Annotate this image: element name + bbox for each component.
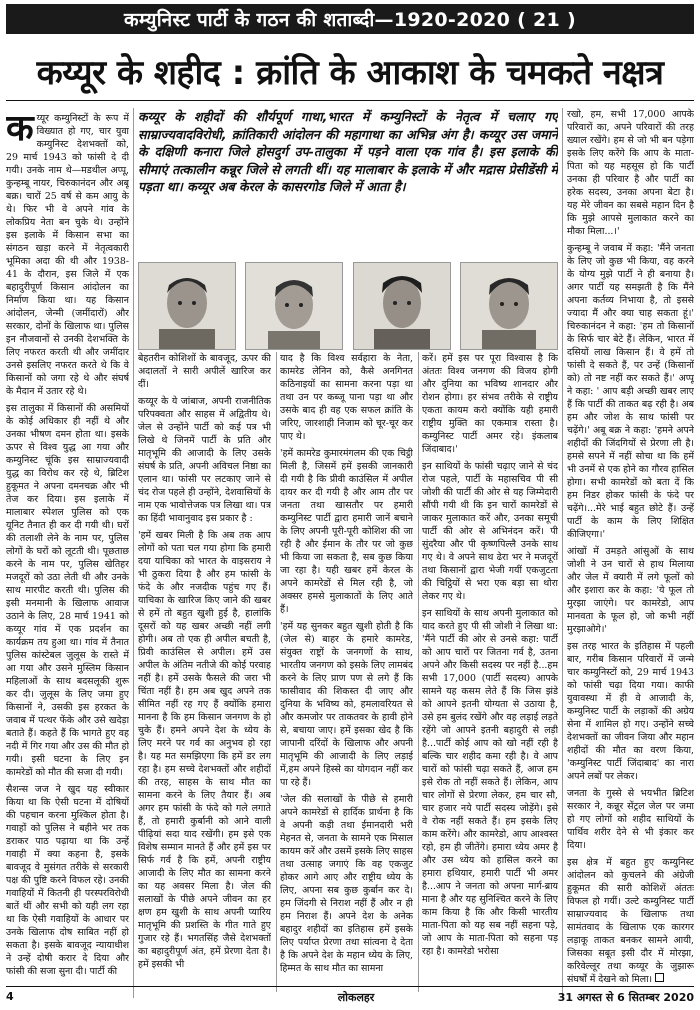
article-column-4 bbox=[422, 352, 558, 997]
lead-paragraph bbox=[6, 112, 129, 398]
footer-rule bbox=[6, 986, 694, 987]
issue-dates: 31 अगस्त से 6 सितम्बर 2020 bbox=[557, 991, 694, 1004]
column-divider bbox=[133, 108, 134, 998]
lead-text: य्यूर कम्युनिस्टों के रूप में विख्यात हो गए, चार युवा कम्युनिस्ट देशभक्तों को, 29 मार्च 1943 को फांसी दे दी गयी। उनके नाम थे—मडथील अप्पू, कुन्हम्बू नायर, चिरुकानंदन और अबू बक्र। चारों 25 वर्ष से कम आयु के थे। फिर भी वे अपने गांव के लोकप्रिय नेता बन चुके थे। उन्होंने इस इलाके में किसान सभा का संगठन खड़ा करने में नेतृत्वकारी भूमिका अदा की थी और 1938-41 के दौरान, इस जिले में एक बहादुरीपूर्ण किसान आंदोलन का निर्माण किया था। यह किसान आंदोलन, जेन्मी (जमींदारों) और सरकार, दोनों के खिलाफ था। पुलिस इन नौजवानों से उनकी देशभक्ति के लिए नफरत करती थी और जमींदार उनसे इसलिए नफरत करते थे कि वे किसानों को जगा रहे थे और संघर्ष के मैदान में उतार रहे थे। bbox=[6, 113, 129, 397]
article-column-1 bbox=[6, 112, 129, 1007]
article-column-right bbox=[567, 108, 694, 1008]
paragraph bbox=[567, 856, 694, 986]
paragraph: कुन्हम्बू ने जवाब में कहा: 'मैंने जनता के लिए जो कुछ भी किया, वह करने के योग्य मुझे पार्टी ने ही बनाया है। अगर पार्टी यह समझती है कि मैंने अपना कर्तव्य निभाया है, तो इससे ज्यादा मैं और क्या चाह सकता हूं।' चिरुकानंदन ने कहा: 'हम तो किसानों के सिर्फ चार बेटे हैं। लेकिन, भारत में दसियों लाख किसान हैं। वे हमें तो फांसी दे सकते हैं, पर उन्हें (किसानों को) तो नष्ट नहीं कर सकते हैं।' अप्पू ने कहा: ' आप बड़ी अच्छी खबर लाए हैं कि पार्टी की ताकत बढ़ रही है। अब हम और जोश के साथ फांसी पर चढ़ेंगे।' अबू बक्र ने कहा: 'हमने अपने शहीदों की जिंदगियों से प्रेरणा ली है। हमसे सपने में नहीं सोचा था कि हमें भी उनमें से एक होने का गौरव हासिल होगा। सभी कामरेडों को बता दें कि हम निडर होकर फांसी के फंदे पर चढ़ेंगे।...मेरे भाई बहुत छोटे हैं। उन्हें पार्टी के काम के लिए शिक्षित कीजिएगा।' bbox=[567, 243, 694, 540]
paragraph: रखो, हम, सभी 17,000 आपके परिवारों का, अपने परिवारों की तरह ख्याल रखेंगे। हम से जो भी बन पड़ेगा इसके लिए करेंगे कि आप के माता-पिता को यह महसूस हो कि पार्टी उनका ही परिवार है और पार्टी का हरेक सदस्य, उनका अपना बेटा है। यह मेरे जीवन का सबसे महान दिन है कि मुझे आपसे मुलाकात करने का मौका मिला...।' bbox=[567, 109, 694, 237]
article-column-2 bbox=[138, 352, 271, 997]
paragraph: बेहतरीन कोशिशों के बावजूद, ऊपर की अदालतों ने सारी अपीलें खारिज कर दीं। bbox=[138, 353, 271, 390]
article-column-3 bbox=[280, 352, 413, 997]
paragraph: जनता के गुस्से से भयभीत ब्रिटिश सरकार ने, कन्नूर सेंट्रल जेल पर जमा हो गए लोगों को शहीद साथियों के पार्थिव शरीर देने से भी इंकार कर दिया। bbox=[567, 788, 694, 851]
paragraph: करें। हमें इस पर पूरा विश्वास है कि अंततः विश्व जनगण की विजय होगी और दुनिया का भविष्य शानदार और रोशन होगा। हर संभव तरीके से राष्ट्रीय एकता कायम करो क्योंकि यही हमारी राष्ट्रीय मुक्ति का एकमात्र रास्ता है। कम्युनिस्ट पार्टी अमर रहे। इंकलाब जिंदाबाद।' bbox=[422, 353, 558, 455]
paragraph: 'हमें कामरेड कुमारमंगलम की एक चिट्ठी मिली है, जिसमें हमें इसकी जानकारी दी गयी है कि प्रीवी काउंसिल में अपील दायर कर दी गयी है और आम तौर पर जनता तथा खासतौर पर हमारी कम्युनिस्ट पार्टी द्वारा हमारी जानें बचाने के लिए अपनी पूरी-पूरी कोशिश की जा रही है और ईमान के तौर पर जो कुछ भी किया जा सकता है, सब कुछ किया जा रहा है। यही खबर हमें केरल के अपने कामरेडों से मिल रही है, जो अक्सर हमसे मुलाकातों के लिए आते हैं। bbox=[280, 448, 413, 615]
portrait-photo-3 bbox=[353, 262, 451, 350]
publication-name: लोकलहर bbox=[337, 991, 375, 1004]
portrait-photo-2 bbox=[245, 262, 343, 350]
page-headline: कय्यूर के शहीद : क्रांति के आकाश के चमकते नक्षत्र bbox=[36, 53, 664, 93]
series-banner: कम्युनिस्ट पार्टी के गठन की शताब्दी—1920-2020 ( 21 ) bbox=[6, 4, 694, 34]
paragraph: इस तालुका में किसानों की असमियों के कोई अधिकार ही नहीं थे और उनका भीषण दमन होता था। इसके ऊपर से विश्व युद्ध आ गया और कम्युनिस्ट चूंकि इस साम्राज्यवादी युद्ध का विरोध कर रहे थे, ब्रिटिश हुकूमत ने अपना दमनचक्र और भी तेज कर दिया। इस इलाके में मालाबार स्पेशल पुलिस को एक यूनिट तैनात ही कर दी गयी थी। घरों की तलाशी लेने के नाम पर, पुलिस लोगों के घरों को लूटती थी। पूछताछ करने के नाम पर, पुलिस खेतिहर मजदूरों को उठा लेती थी और उनके साथ मारपीट करती थी। पुलिस की इसी मनमानी के खिलाफ आवाज उठाने के लिए, 28 मार्च 1941 को कय्यूर गांव में एक प्रदर्शन का कार्यक्रम तय हुआ था। गांव में तैनात पुलिस कांस्टेबल जुलूस के रास्ते में आ गया और उसने मुस्लिम किसान महिलाओं के साथ बदसलूकी शुरू कर दी। जुलूस के लिए जमा हुए किसानों ने, उसकी इस हरकत के जवाब में पत्थर फेंके और उसे खदेड़ा बताते हैं। कहते हैं कि भागते हुए वह नदी में गिर गया और उस की मौत हो गयी। इसी घटना के लिए इन कामरेडों को मौत की सजा दी गयी। bbox=[6, 403, 129, 778]
portrait-photo-1 bbox=[138, 262, 236, 350]
paragraph: आंखों में उमड़ते आंसुओं के साथ जोशी ने उन चारों से हाथ मिलाया और जेल में क्यारी में लगे फूलों को और इशारा कर के कहा: 'ये फूल तो मुरझा जाएंगे। पर कामरेडो, आप मानवता के फूल हो, जो कभी नहीं मुरझाओगे।' bbox=[567, 546, 694, 635]
paragraph: 'हमें यह सुनकर बहुत खुशी होती है कि (जेल से) बाहर के हमारे कामरेड, संयुक्त राष्ट्रों के जनगणों के साथ, भारतीय जनगण को इसके लिए लामबंद करने के लिए प्राण पण से लगे हैं कि फासीवाद की शिकस्त दी जाए और दुनिया के भविष्य को, हमलावरियत से और कमजोर पर ताकतवर के हावी होने से, बचाया जाए। हमें इसका खेद है कि जापानी दरिंदों के खिलाफ और अपनी मातृभूमि की आजादी के लिए लड़ाई में,हम अपने हिस्से का योगदान नहीं कर पा रहे हैं। bbox=[280, 621, 413, 788]
end-mark-icon bbox=[655, 973, 664, 982]
paragraph: इस तरह भारत के इतिहास में पहली बार, गरीब किसान परिवारों में जन्मे चार कम्युनिस्टों को, 29 मार्च 1943 को फांसी चढ़ा दिया गया। काफी युवावस्था में ही वे आजादी के, कम्युनिस्ट पार्टी के लड़ाकों की अग्रेय सेना में शामिल हो गए। उन्होंने सच्चे देशभक्तों का जीवन जिया और महान शहीदों की मौत का वरण किया, 'कम्युनिस्ट पार्टी जिंदाबाद' का नारा अपने लबों पर लेकर। bbox=[567, 641, 694, 782]
closing-text: इस क्षेत्र में बहुत हुए कम्युनिस्ट आंदोलन को कुचलने की अंग्रेजी हुकूमत की सारी कोशिशें अंततः विफल हो गयीं। उल्टे कम्युनिस्ट पार्टी साम्राज्यवाद के खिलाफ तथा सामंतवाद के खिलाफ एक कारगर लड़ाकू ताकत बनकर सामने आयी, जिसका सबूत इसी दौर में मोरझा, करिवेल्लूर तथा कय्यूर के जुझारू संघर्षों में देखने को मिला। bbox=[567, 857, 694, 985]
standfirst: कय्यूर के शहीदों की शौर्यपूर्ण गाथा,भारत में कम्युनिस्टों के नेतृत्व में चलाए गए साम्राज्यवादविरोधी, क्रांतिकारी आंदोलन की महागाथा का अभिन्न अंग है। कय्यूर उस जमाने के दक्षिणी कनारा जिले होसदुर्ग उप-तालुका में पड़ने वाला एक गांव है। इस इलाके की सीमाएं तत्कालीन कन्नूर जिले से लगती थीं। यह मालाबार के इलाके में और मद्रास प्रेसीडेंसी में पड़ता था। कय्यूर अब केरल के कासरगोड जिले में आता है। bbox=[138, 109, 558, 194]
paragraph: इन साथियों के फांसी चढ़ाए जाने से चंद रोज पहले, पार्टी के महासचिव पी सी जोशी की पार्टी की ओर से यह जिम्मेदारी सौंपी गयी थी कि इन चारों कामरेडों से जाकर मुलाकात करें और, उनका समूची पार्टी की ओर से अभिनंदन करें। पी सुंदरैया और पी कृष्णपिल्लै उनके साथ गए थे। वे अपने साथ ढेरा भर ने मजदूरों तथा किसानों द्वारा भेजी गयीं एकजुटता की चिट्ठियों से भरा एक बड़ा सा थोरा लेकर गए थे। bbox=[422, 461, 558, 602]
page-footer bbox=[6, 990, 694, 1006]
paragraph: 'हमें खबर मिली है कि अब तक आप लोगों को पता चल गया होगा कि हमारी दया याचिका को भारत के वाइसराय ने भी ठुकरा दिया है और हम फांसी के फंदे के और नजदीक पहुंच गए हैं। याचिका के खारिज किए जाने की खबर से हमें तो बहुत खुशी हुई है, हालांकि दूसरों को यह खबर अच्छी नहीं लगी होगी। अब तो एक ही अपील बचती है, प्रिवी काउंसिल से अपील। हमें उस अपील के अंतिम नतीजे की कोई परवाह नहीं है। हमें उसके फैसले की जरा भी चिंता नहीं है। हम अब खुद अपने तक सीमित नहीं रह गए हैं क्योंकि हमारा मानना है कि हम किसान जनगण के हो चुके हैं। हमने अपने देश के ध्येय के लिए मरने पर गर्व का अनुभव हो रहा है। यह मत समझिएगा कि हमें डर लग रहा है। हम सच्चे देशभक्तों और शहीदों की तरह, साहस के साथ मौत का सामना करने के लिए तैयार हैं। अब अगर हम फांसी के फंदे को गले लगाते हैं, तो हमारी कुर्बानी को आने वाली पीढ़ियां सदा याद रखेंगी। हम इसे एक विशेष सम्मान मानते हैं और हमें इस पर सिर्फ गर्व है कि हमें, अपनी राष्ट्रीय आजादी के लिए मौत का सामना करने का यह अवसर मिला है। जेल की सलाखों के पीछे अपने जीवन का हर क्षण हम खुशी के साथ अपनी प्यारिय मातृभूमि की प्रशस्ति के गीत गाते हुए गुजार रहे हैं। भगतसिंह जैसे देशभक्तों का बहादुरीपूर्ण अंत, हमें प्रेरणा देता है। हमें इसकी भी bbox=[138, 530, 271, 970]
page-number: 4 bbox=[6, 990, 14, 1003]
drop-cap: क bbox=[6, 112, 34, 149]
column-divider bbox=[276, 352, 277, 992]
paragraph: याद है कि विश्व सर्वहारा के नेता, कामरेड लेनिन को, कैसे अनगिनत कठिनाइयों का सामना करना पड़ा था तथा उन पर कब्जू पाना पड़ा था और उसके बाद ही वह एक सफल क्रांति के जरिए, जारशाही निजाम को चूर-चूर कर पाए थे। bbox=[280, 353, 413, 442]
paragraph: कय्यूर के ये जांबाज, अपनी राजनीतिक परिपक्वता और साहस में अद्वितीय थे। जेल से उन्होंने पार्टी को कई पत्र भी लिखे थे जिनमें पार्टी के प्रति और मातृभूमि की आजादी के लिए उसके संघर्ष के प्रति, अपनी अविचल निष्ठा का एलान था। फांसी पर लटकाए जाने से चंद रोज पहले ही उन्होंने, देशवासियों के नाम एक भावोत्तेजक पत्र लिखा था। पत्र का हिंदी भावानुवाद इस प्रकार है : bbox=[138, 396, 271, 524]
column-divider bbox=[418, 352, 419, 992]
paragraph: इन साथियों के साथ अपनी मुलाकात को याद करते हुए पी सी जोशी ने लिखा था: 'मैंने पार्टी की ओर से उनसे कहा: पार्टी को आप चारों पर जितना गर्व है, उतना अपने और किसी सदस्य पर नहीं है...हम सभी 17,000 (पार्टी सदस्य) आपके सामने यह कसम लेते हैं कि जिस झंडे को आपने इतनी योग्यता से उठाया है, उसे हम बुलंद रखेंगे और वह लड़ाई लड़ते रहेंगे जो आपने इतनी बहादुरी से लड़ी है...पार्टी कोई आप को खो नहीं रही है बल्कि चार शहीद कमा रही है। वे आप चारों को फांसी चढ़ा सकते हैं, आज हम इसे रोक तो नहीं सकते हैं। लेकिन, आप चार लोगों से प्रेरणा लेकर, हम चार सौ, चार हजार नये पार्टी सदस्य जोड़ेंगे। इसे वे रोक नहीं सकते हैं। हम इसके लिए काम करेंगे। और कामरेडो, आप आश्वस्त रहो, हम ही जीतेंगे। हमारा ध्येय अमर है और उस ध्येय को हासिल करने का हमारा हथियार, हमारी पार्टी भी अमर है...आप ने जनता को अपना मार्ग-ब्राय माना है और यह सुनिश्चित करने के लिए काम किया है कि और किसी भारतीय माता-पिता को यह सब नहीं सहना पड़े, जो आप के माता-पिता को सहना पड़ रहा है। कामरेडो भरोसा bbox=[422, 608, 558, 957]
column-divider bbox=[562, 108, 563, 998]
paragraph: सैशन्स जज ने खुद यह स्वीकार किया था कि ऐसी घटना में दोषियों की पहचान करना मुश्किल होता है। गवाहों को पुलिस ने बहीने भर तक डराकर पाठ पढ़ाया था कि उन्हें गवाही में क्या कहना है, इसके बावजूद वे मुसंगत तरीके से सरकारी पक्ष की पुष्टि करने विफल रहे। उनकी गवाहियों में कितनी ही परस्परविरोधी बातें थीं और सभी को यही लग रहा था कि ऐसी गवाहियों के आधार पर उनके खिलाफ दोष साबित नहीं हो सकता है। इसके बावजूद न्यायाधीश ने उन्हें दोषी करार दे दिया और फांसी की सजा सुना दी। पार्टी की bbox=[6, 784, 129, 977]
martyr-photos bbox=[138, 262, 558, 350]
paragraph: 'जेल की सलाखों के पीछे से हमारी अपने कामरेडों से हार्दिक प्रार्थना है कि वे अपनी कड़ी तथा ईमानदारी भरी मेहनत से, जनता के सामने एक मिसाल कायम करें और उसमें इसके लिए साहस तथा उत्साह जगाएं कि वह एकजुट होकर आगे आए और राष्ट्रीय ध्येय के लिए, अपना सब कुछ कुर्बान कर दे। हम जिंदगी से निराश नहीं हैं और न ही हम निराश हैं। अपने देश के अनेक बहादुर शहीदों का इतिहास हमें इसके लिए पर्याप्त प्रेरणा तथा सांत्वना दे देता है कि अपने देश के महान ध्येय के लिए, हिम्मत के साथ मौत का सामना bbox=[280, 794, 413, 974]
portrait-photo-4 bbox=[460, 262, 558, 350]
headline-rule bbox=[6, 100, 694, 101]
